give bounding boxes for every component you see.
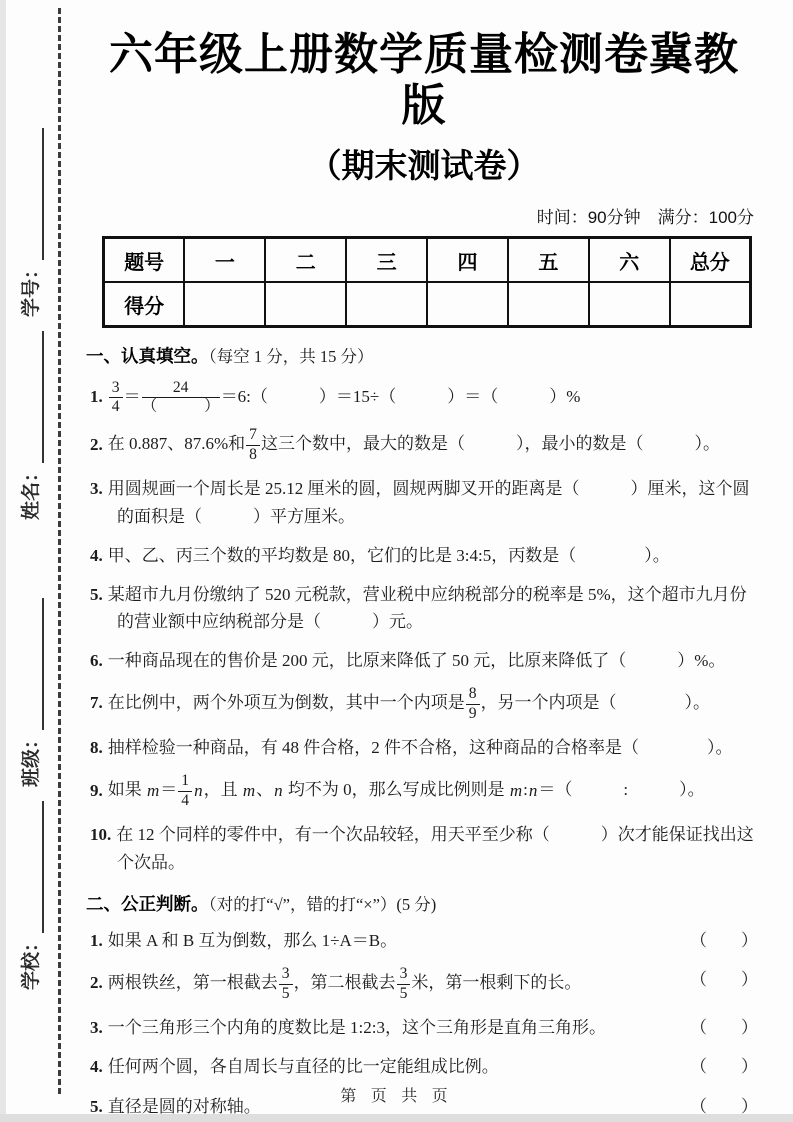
question-text-segment: 抽样检验一种商品，有 48 件合格，2 件不合格，这种商品的合格率是（ ）。 bbox=[107, 738, 733, 758]
fraction-denominator: 8 bbox=[249, 445, 257, 463]
fill-blank-question bbox=[90, 773, 758, 809]
binding-label: 学号： bbox=[21, 259, 43, 317]
score-table-header-row bbox=[104, 238, 751, 283]
question-number: 8. bbox=[90, 738, 103, 758]
binding-label: 班级： bbox=[21, 729, 43, 787]
fill-blank-question bbox=[90, 581, 758, 635]
question-number: 1. bbox=[90, 386, 103, 406]
question-text-segment: 直径是圆的对称轴。 bbox=[107, 1096, 261, 1116]
fraction-denominator: 5 bbox=[399, 984, 408, 1002]
question-text-segment: ＝ bbox=[160, 780, 178, 800]
judgment-question-text bbox=[90, 1014, 684, 1041]
fraction bbox=[108, 380, 124, 416]
judgment-question-text bbox=[90, 966, 684, 1002]
section-heading-note: （对的打“√”，错的打“×”）(5 分) bbox=[208, 894, 437, 914]
fill-blank-question bbox=[90, 427, 758, 463]
question-text-segment: 、 bbox=[256, 780, 274, 800]
question-text-segment: 在比例中，两个外项互为倒数，其中一个内项是 bbox=[107, 693, 465, 713]
math-variable: n bbox=[194, 780, 203, 800]
exam-content bbox=[86, 26, 758, 1122]
section-heading bbox=[86, 344, 758, 369]
fill-blank-question bbox=[90, 821, 758, 875]
question-text-segment: 如果 bbox=[107, 780, 146, 800]
fill-blank-question bbox=[90, 686, 758, 722]
fill-blank-question bbox=[90, 380, 758, 416]
question-text-segment: 一个三角形三个内角的度数比是 1:2:3，这个三角形是直角三角形。 bbox=[107, 1018, 606, 1038]
question-text-segment: 米，第一根剩下的长。 bbox=[411, 973, 582, 993]
question-text-segment: 一种商品现在的售价是 200 元，比原来降低了 50 元，比原来降低了（ ）%。 bbox=[107, 651, 726, 671]
fraction bbox=[465, 686, 481, 722]
fraction-numerator: 1 bbox=[178, 773, 192, 791]
judgment-question bbox=[90, 1014, 758, 1041]
question-number: 3. bbox=[90, 479, 103, 499]
question-number: 5. bbox=[90, 584, 103, 604]
binding-group bbox=[21, 128, 44, 317]
fraction bbox=[278, 966, 294, 1002]
question-text-segment: ＝（ : ）。 bbox=[538, 780, 705, 800]
section-heading bbox=[86, 892, 758, 917]
question-number: 6. bbox=[90, 651, 103, 671]
score-row-label: 得分 bbox=[104, 282, 185, 327]
question-text-segment: 某超市九月份缴纳了 520 元税款，营业税中应纳税部分的税率是 5%，这个超市九月份的营业额中应纳税部分是（ ）元。 bbox=[107, 584, 747, 632]
fraction-numerator: 8 bbox=[466, 686, 480, 704]
question-text-segment: 用圆规画一个周长是 25.12 厘米的圆，圆规两脚叉开的距离是（ ）厘米，这个圆的面积是（ ）平方厘米。 bbox=[107, 479, 750, 526]
judgment-question-text bbox=[90, 1053, 684, 1080]
fill-blank-question bbox=[90, 542, 758, 569]
math-variable: m bbox=[242, 780, 256, 800]
math-variable: m bbox=[509, 780, 523, 800]
fraction-numerator: 7 bbox=[246, 427, 260, 445]
section-heading-title: 一、认真填空。 bbox=[86, 346, 209, 367]
binding-fold-dashed-line bbox=[58, 8, 61, 1094]
score-empty-cell bbox=[346, 282, 427, 327]
score-table-header-cell: 五 bbox=[508, 238, 589, 283]
fraction-numerator: 3 bbox=[279, 966, 293, 984]
judgment-question bbox=[90, 1053, 758, 1080]
question-number: 5. bbox=[90, 1096, 103, 1116]
score-table-header-cell: 一 bbox=[184, 238, 265, 283]
fill-blank-question bbox=[90, 734, 758, 761]
answer-blank: （ ） bbox=[690, 1057, 758, 1077]
score-empty-cell bbox=[265, 282, 346, 327]
question-number: 4. bbox=[90, 545, 103, 565]
fraction bbox=[245, 427, 261, 463]
question-text-segment: 均不为 0，那么写成比例则是 bbox=[283, 780, 509, 800]
fraction-numerator: 3 bbox=[109, 380, 123, 398]
fraction-denominator: 5 bbox=[281, 984, 290, 1002]
page-subtitle: （期末测试卷） bbox=[308, 147, 540, 185]
question-sections bbox=[86, 344, 758, 1120]
score-table-header-cell: 题号 bbox=[104, 238, 185, 283]
score-table-score-row bbox=[104, 282, 751, 327]
score-table-header-cell: 二 bbox=[265, 238, 346, 283]
binding-group bbox=[21, 598, 44, 787]
question-text-segment: ，另一个内项是（ ）。 bbox=[480, 693, 711, 713]
page-title: 六年级上册数学质量检测卷冀教版 bbox=[109, 30, 739, 130]
question-number: 3. bbox=[90, 1018, 103, 1038]
question-number: 9. bbox=[90, 780, 103, 800]
question-number: 1. bbox=[90, 931, 103, 951]
page-footer: 第 页 共 页 bbox=[340, 1088, 453, 1105]
binding-blank-line bbox=[26, 128, 44, 260]
question-number: 4. bbox=[90, 1057, 103, 1077]
score-table-header-cell: 六 bbox=[589, 238, 670, 283]
question-text-segment: 如果 A 和 B 互为倒数，那么 1÷A＝B。 bbox=[107, 931, 398, 951]
math-variable: n bbox=[274, 780, 283, 800]
answer-blank: （ ） bbox=[690, 970, 758, 990]
fraction bbox=[141, 380, 221, 416]
answer-blank: （ ） bbox=[690, 1018, 758, 1038]
fraction-numerator: 3 bbox=[397, 966, 411, 984]
exam-meta: 时间：90分钟 满分：100分 bbox=[536, 208, 754, 228]
question-text-segment: ，且 bbox=[203, 780, 242, 800]
section-heading-note: （每空 1 分，共 15 分） bbox=[208, 347, 374, 367]
answer-blank: （ ） bbox=[690, 931, 758, 951]
binding-group bbox=[21, 801, 44, 990]
question-text-segment: 在 0.887、87.6%和 bbox=[107, 434, 246, 454]
question-text-segment: 甲、乙、丙三个数的平均数是 80，它们的比是 3:4:5，丙数是（ ）。 bbox=[107, 545, 670, 565]
question-text-segment: : bbox=[523, 780, 528, 800]
judgment-question bbox=[90, 927, 758, 954]
binding-label: 学校： bbox=[21, 932, 43, 990]
binding-blank-line bbox=[26, 801, 44, 933]
fill-blank-question bbox=[90, 475, 758, 529]
question-number: 7. bbox=[90, 693, 103, 713]
question-text-segment: ＝6:（ ）＝15÷（ ）＝（ ）% bbox=[220, 386, 581, 406]
section-heading-title: 二、公正判断。 bbox=[86, 893, 209, 914]
fraction-denominator: （ ） bbox=[141, 398, 220, 416]
score-empty-cell bbox=[508, 282, 589, 327]
binding-group bbox=[21, 331, 44, 520]
fraction-numerator: 24 bbox=[142, 380, 220, 398]
score-table-header-cell: 三 bbox=[346, 238, 427, 283]
score-table-header-cell: 四 bbox=[427, 238, 508, 283]
binding-label: 姓名： bbox=[21, 462, 43, 520]
math-variable: m bbox=[147, 780, 160, 800]
question-text-segment: 这三个数中，最大的数是（ ），最小的数是（ ）。 bbox=[260, 434, 720, 454]
score-empty-cell bbox=[427, 282, 508, 327]
binding-blank-line bbox=[26, 331, 44, 463]
fraction bbox=[396, 966, 412, 1002]
question-text-segment: ＝ bbox=[123, 386, 141, 406]
score-empty-cell bbox=[670, 282, 751, 327]
question-number: 2. bbox=[90, 973, 103, 993]
fraction-denominator: 4 bbox=[181, 791, 190, 809]
question-text-segment: 两根铁丝，第一根截去 bbox=[107, 973, 278, 993]
question-text-segment: 在 12 个同样的零件中，有一个次品较轻，用天平至少称（ ）次才能保证找出这个次品。 bbox=[116, 825, 754, 872]
judgment-question-text bbox=[90, 927, 684, 954]
question-text-segment: ，第二根截去 bbox=[293, 973, 396, 993]
score-empty-cell bbox=[589, 282, 670, 327]
math-variable: n bbox=[528, 780, 538, 800]
fraction bbox=[177, 773, 193, 809]
binding-edge-labels bbox=[0, 30, 44, 1090]
score-table-header-cell: 总分 bbox=[670, 238, 751, 283]
score-empty-cell bbox=[184, 282, 265, 327]
score-table bbox=[102, 236, 752, 328]
fraction-denominator: 9 bbox=[468, 704, 477, 722]
fraction-denominator: 4 bbox=[111, 398, 120, 416]
fill-blank-question bbox=[90, 647, 758, 674]
question-number: 10. bbox=[90, 825, 112, 845]
question-text-segment: 任何两个圆，各自周长与直径的比一定能组成比例。 bbox=[107, 1057, 499, 1077]
answer-blank: （ ） bbox=[690, 1096, 758, 1116]
judgment-question bbox=[90, 966, 758, 1002]
binding-blank-line bbox=[26, 598, 44, 730]
question-number: 2. bbox=[90, 434, 103, 454]
